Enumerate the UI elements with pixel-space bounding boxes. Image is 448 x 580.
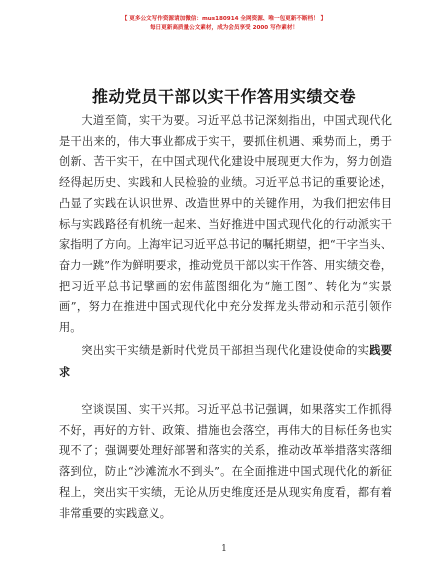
promo-banner-line-2: 每日更新高质量公文素材，成为会员享受 2000 写作素材！ (149, 25, 299, 31)
paragraph-text: 大道至简，实干为要。习近平总书记深刻指出，中国式现代化是干出来的，伟大事业都成于实干，要抓住机遇、乘势而上，勇于创新、苦干实干，在中国式现代化建设中展现更大作为，努力创造经得起历史、实践和人民检验的业绩。习近平总书记的重要论述，凸显了实践在认识世界、改造世界中的关键作用，为我们把宏伟目标与实践路径有机统一起来、当好推进中国式现代化的行动派实干家指明了方向。上海牢记习近平总书记的嘱托期望，把“干字当头、奋力一跳”作为鲜明要求，推动党员干部以实干作答、用实绩交卷，把习近平总书记擘画的宏伟蓝图细化为“施工图”、转化为“实景画”，努力在推进中国式现代化中充分发挥龙头带动和示范引领作用。 (59, 114, 392, 335)
section-heading-paragraph (59, 340, 392, 383)
section-heading-lead: 突出实干实绩是新时代党员干部担当现代化建设使命的实 (81, 344, 370, 357)
body-paragraph-3 (59, 400, 392, 524)
body-paragraph-1 (59, 111, 392, 339)
document-title: 推动党员干部以实干作答用实绩交卷 (91, 87, 356, 106)
promo-banner-line-1: 【 更多公文写作资源请加微信：mus180914 全网资源、唯一包更新不断档！ 】 (121, 16, 327, 22)
section-heading-text (59, 340, 392, 383)
page-number: 1 (221, 544, 227, 554)
paragraph-text: 空谈误国、实干兴邦。习近平总书记强调，如果落实工作抓得不好，再好的方针、政策、措施也会落空，再伟大的目标任务也实现不了；强调要处理好部署和落实的关系，推动改革举措落实落细落到位，防止“沙滩流水不到头”。在全面推进中国式现代化的新征程上，突出实干实绩，无论从历史维度还是从现实角度看，都有着非常重要的实践意义。 (59, 403, 392, 520)
section-heading-bold: 践要求 (59, 343, 392, 379)
